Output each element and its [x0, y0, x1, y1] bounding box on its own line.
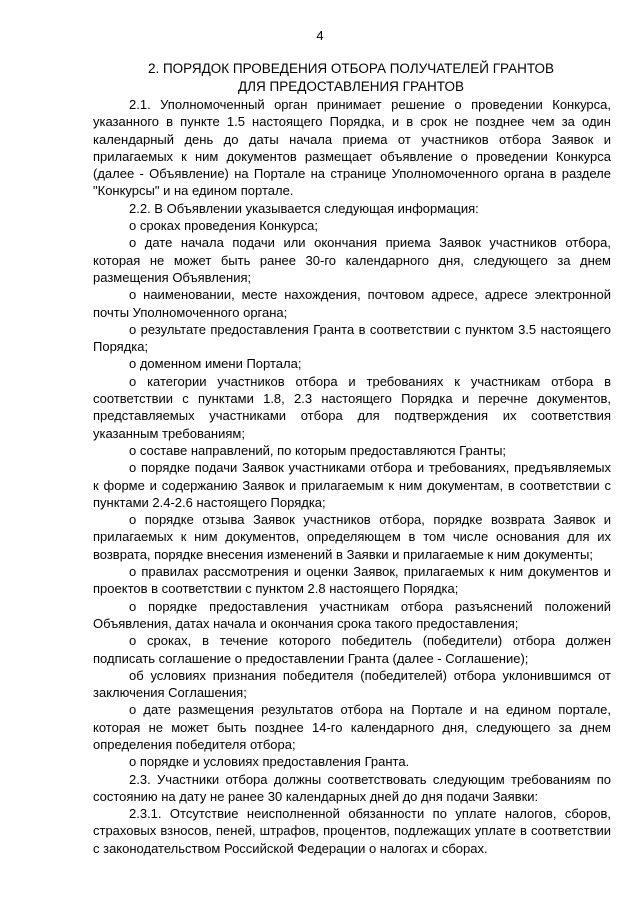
paragraph: о составе направлений, по которым предоставляются Гранты;: [129, 442, 507, 458]
paragraph: 2.2. В Объявлении указывается следующая информация:: [129, 200, 479, 216]
paragraph: о сроках, в течение которого победитель (победители) отбора должен подписать соглашение о предоставлении Гранта (далее - Соглашение);: [93, 633, 611, 666]
section-title-line-1: 2. ПОРЯДОК ПРОВЕДЕНИЯ ОТБОРА ПОЛУЧАТЕЛЕЙ ГРАНТОВ: [147, 61, 555, 76]
paragraph: 2.3. Участники отбора должны соответствовать следующим требованиям по состоянию на дату не ранее 30 календарных дней до дня подачи Заявки:: [93, 771, 611, 804]
paragraph: о порядке подачи Заявок участниками отбора и требованиях, предъявляемых к форме и содержанию Заявок и прилагаемым к ним документам, в соответствии с пунктами 2.4-2.6 настоящего Порядка;: [93, 460, 611, 510]
paragraph: о порядке предоставления участникам отбора разъяснений положений Объявления, датах начала и окончания срока такого предоставления;: [93, 598, 611, 631]
document-body: [93, 96, 611, 857]
paragraph: о порядке отзыва Заявок участников отбора, порядке возврата Заявок и прилагаемых к ним документов, определяющем в том числе основания для их возврата, порядке внесения изменений в Заявки и прилагаемые к ним документы;: [93, 512, 611, 562]
paragraph: о дате размещения результатов отбора на Портале и на едином портале, которая не может быть позднее 14-го календарного дня, следующего за днем определения победителя отбора;: [93, 702, 611, 752]
paragraph: о дате начала подачи или окончания приема Заявок участников отбора, которая не может быть ранее 30-го календарного дня, следующего за днем размещения Объявления;: [93, 235, 611, 285]
paragraph: о категории участников отбора и требованиях к участникам отбора в соответствии с пунктами 1.8, 2.3 настоящего Порядка и перечне документов, представляемых участниками отбора для подтверждения их соответствия указанным требованиям;: [93, 373, 611, 441]
paragraph: о сроках проведения Конкурса;: [129, 218, 318, 234]
paragraph: о доменном имени Портала;: [129, 356, 302, 372]
paragraph: 2.3.1. Отсутствие неисполненной обязанности по уплате налогов, сборов, страховых взносов, пеней, штрафов, процентов, подлежащих уплате в соответствии с законодательством Российской Федерации о налогах и сборах.: [93, 806, 611, 856]
paragraph: о наименовании, месте нахождения, почтовом адресе, адресе электронной почты Уполномоченного органа;: [93, 287, 611, 320]
section-title: [116, 60, 586, 96]
page-number: 4: [316, 28, 324, 43]
paragraph: 2.1. Уполномоченный орган принимает решение о проведении Конкурса, указанного в пункте 1.5 настоящего Порядка, и в срок не позднее чем за один календарный день до даты начала приема от участников отбора Заявок и прилагаемых к ним документов размещает объявление о проведении Конкурса (далее - Объявление) на Портале на странице Уполномоченного органа в разделе "Конкурсы" и на едином портале.: [93, 97, 611, 199]
paragraph: о правилах рассмотрения и оценки Заявок, прилагаемых к ним документов и проектов в соответствии с пунктом 2.8 настоящего Порядка;: [93, 564, 611, 597]
paragraph: о порядке и условиях предоставления Гранта.: [129, 754, 410, 770]
paragraph: об условиях признания победителя (победителей) отбора уклонившимся от заключения Соглашения;: [93, 667, 611, 701]
paragraph: о результате предоставления Гранта в соответствии с пунктом 3.5 настоящего Порядка;: [93, 321, 611, 355]
section-title-line-2: ДЛЯ ПРЕДОСТАВЛЕНИЯ ГРАНТОВ: [238, 79, 464, 94]
